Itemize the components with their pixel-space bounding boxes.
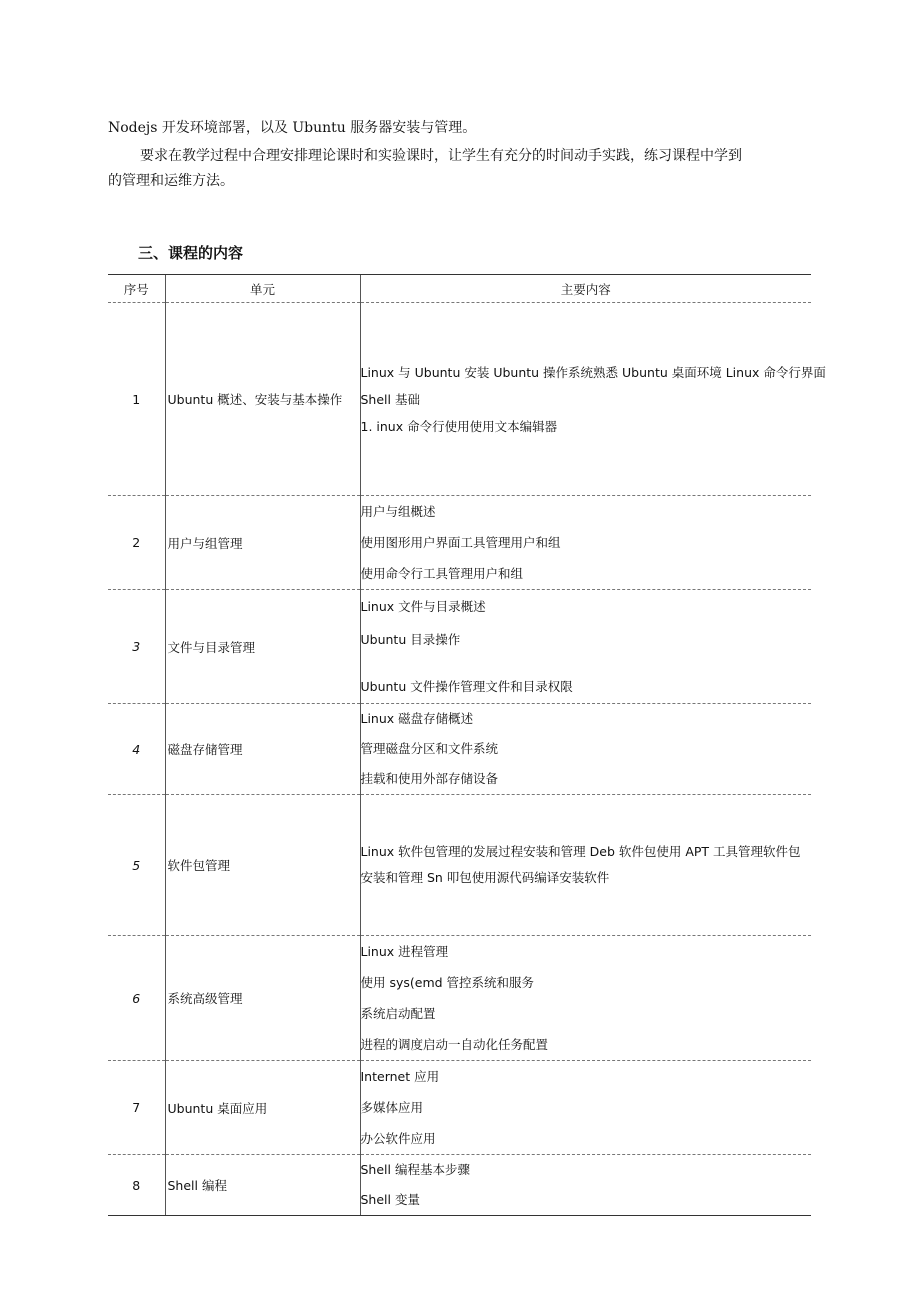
table-row xyxy=(108,496,811,590)
row-unit: 系统高级管理 xyxy=(165,936,360,1061)
content-line: 使用命令行工具管理用户和组 xyxy=(360,566,524,581)
table-row xyxy=(108,1155,811,1216)
content-line: 用户与组概述 xyxy=(360,504,436,519)
content-line: Linux 文件与目录概述 xyxy=(360,599,486,614)
header-content: 主要内容 xyxy=(360,275,811,303)
table-row xyxy=(108,936,811,1061)
row-number: 3 xyxy=(108,590,165,704)
row-content xyxy=(360,1155,811,1216)
course-content-table xyxy=(108,274,826,1216)
row-unit: 文件与目录管理 xyxy=(165,590,360,704)
content-line: Linux 磁盘存储概述 xyxy=(360,711,474,726)
section-heading: 三、课程的内容 xyxy=(138,244,244,262)
row-content xyxy=(360,590,811,704)
row-content xyxy=(360,936,811,1061)
row-number: 7 xyxy=(108,1061,165,1155)
content-line: Shell 编程基本步骤 xyxy=(360,1162,470,1177)
content-line: 进程的调度启动一自动化任务配置 xyxy=(360,1037,549,1052)
row-number: 8 xyxy=(108,1155,165,1216)
header-unit: 单元 xyxy=(165,275,360,303)
intro-line-2: 要求在教学过程中合理安排理论课时和实验课时，让学生有充分的时间动手实践，练习课程中学到 xyxy=(140,148,742,164)
row-content xyxy=(360,496,811,590)
table-row xyxy=(108,590,811,704)
content-line: 安装和管理 Sn 叩包使用源代码编译安装软件 xyxy=(360,870,610,885)
row-unit: Shell 编程 xyxy=(165,1155,360,1216)
content-line: Internet 应用 xyxy=(360,1069,440,1084)
row-unit: 磁盘存储管理 xyxy=(165,704,360,795)
row-unit: Ubuntu 概述、安装与基本操作 xyxy=(165,303,360,496)
table-row xyxy=(108,303,811,496)
intro-line-3: 的管理和运维方法。 xyxy=(108,173,234,189)
table-header-row xyxy=(108,275,811,303)
row-content xyxy=(360,704,811,795)
content-line: 办公软件应用 xyxy=(360,1131,436,1146)
row-unit: 用户与组管理 xyxy=(165,496,360,590)
content-line: Shell 基础 xyxy=(360,391,420,407)
row-content xyxy=(360,795,811,936)
row-content xyxy=(360,1061,811,1155)
content-line: Ubuntu 目录操作 xyxy=(360,632,461,647)
content-line: Shell 变量 xyxy=(360,1192,420,1207)
content-line: 多媒体应用 xyxy=(360,1100,424,1115)
content-line: 挂载和使用外部存储设备 xyxy=(360,771,499,786)
row-unit: Ubuntu 桌面应用 xyxy=(165,1061,360,1155)
content-line: Linux 进程管理 xyxy=(360,944,449,959)
row-content xyxy=(360,303,826,496)
content-line: 使用 sys(emd 管控系统和服务 xyxy=(360,975,535,990)
content-line: 系统启动配置 xyxy=(360,1006,436,1021)
row-unit: 软件包管理 xyxy=(165,795,360,936)
row-number: 2 xyxy=(108,496,165,590)
content-line: Ubuntu 文件操作管理文件和目录权限 xyxy=(360,679,573,694)
content-line: 1. inux 命令行使用使用文本编辑器 xyxy=(360,418,558,434)
table-row xyxy=(108,1061,811,1155)
row-number: 4 xyxy=(108,704,165,795)
table-row xyxy=(108,795,811,936)
intro-line-1: Nodejs 开发环境部署，以及 Ubuntu 服务器安装与管理。 xyxy=(108,120,477,136)
content-line: 使用图形用户界面工具管理用户和组 xyxy=(360,535,561,550)
content-line: 管理磁盘分区和文件系统 xyxy=(360,741,499,756)
content-line: Linux 软件包管理的发展过程安装和管理 Deb 软件包使用 APT 工具管理软件包 xyxy=(360,844,801,859)
row-number: 1 xyxy=(108,303,165,496)
row-number: 5 xyxy=(108,795,165,936)
content-line: Linux 与 Ubuntu 安装 Ubuntu 操作系统熟悉 Ubuntu 桌面环境 Linux 命令行界面 xyxy=(360,364,826,380)
table-row xyxy=(108,704,811,795)
header-no: 序号 xyxy=(108,275,165,303)
row-number: 6 xyxy=(108,936,165,1061)
